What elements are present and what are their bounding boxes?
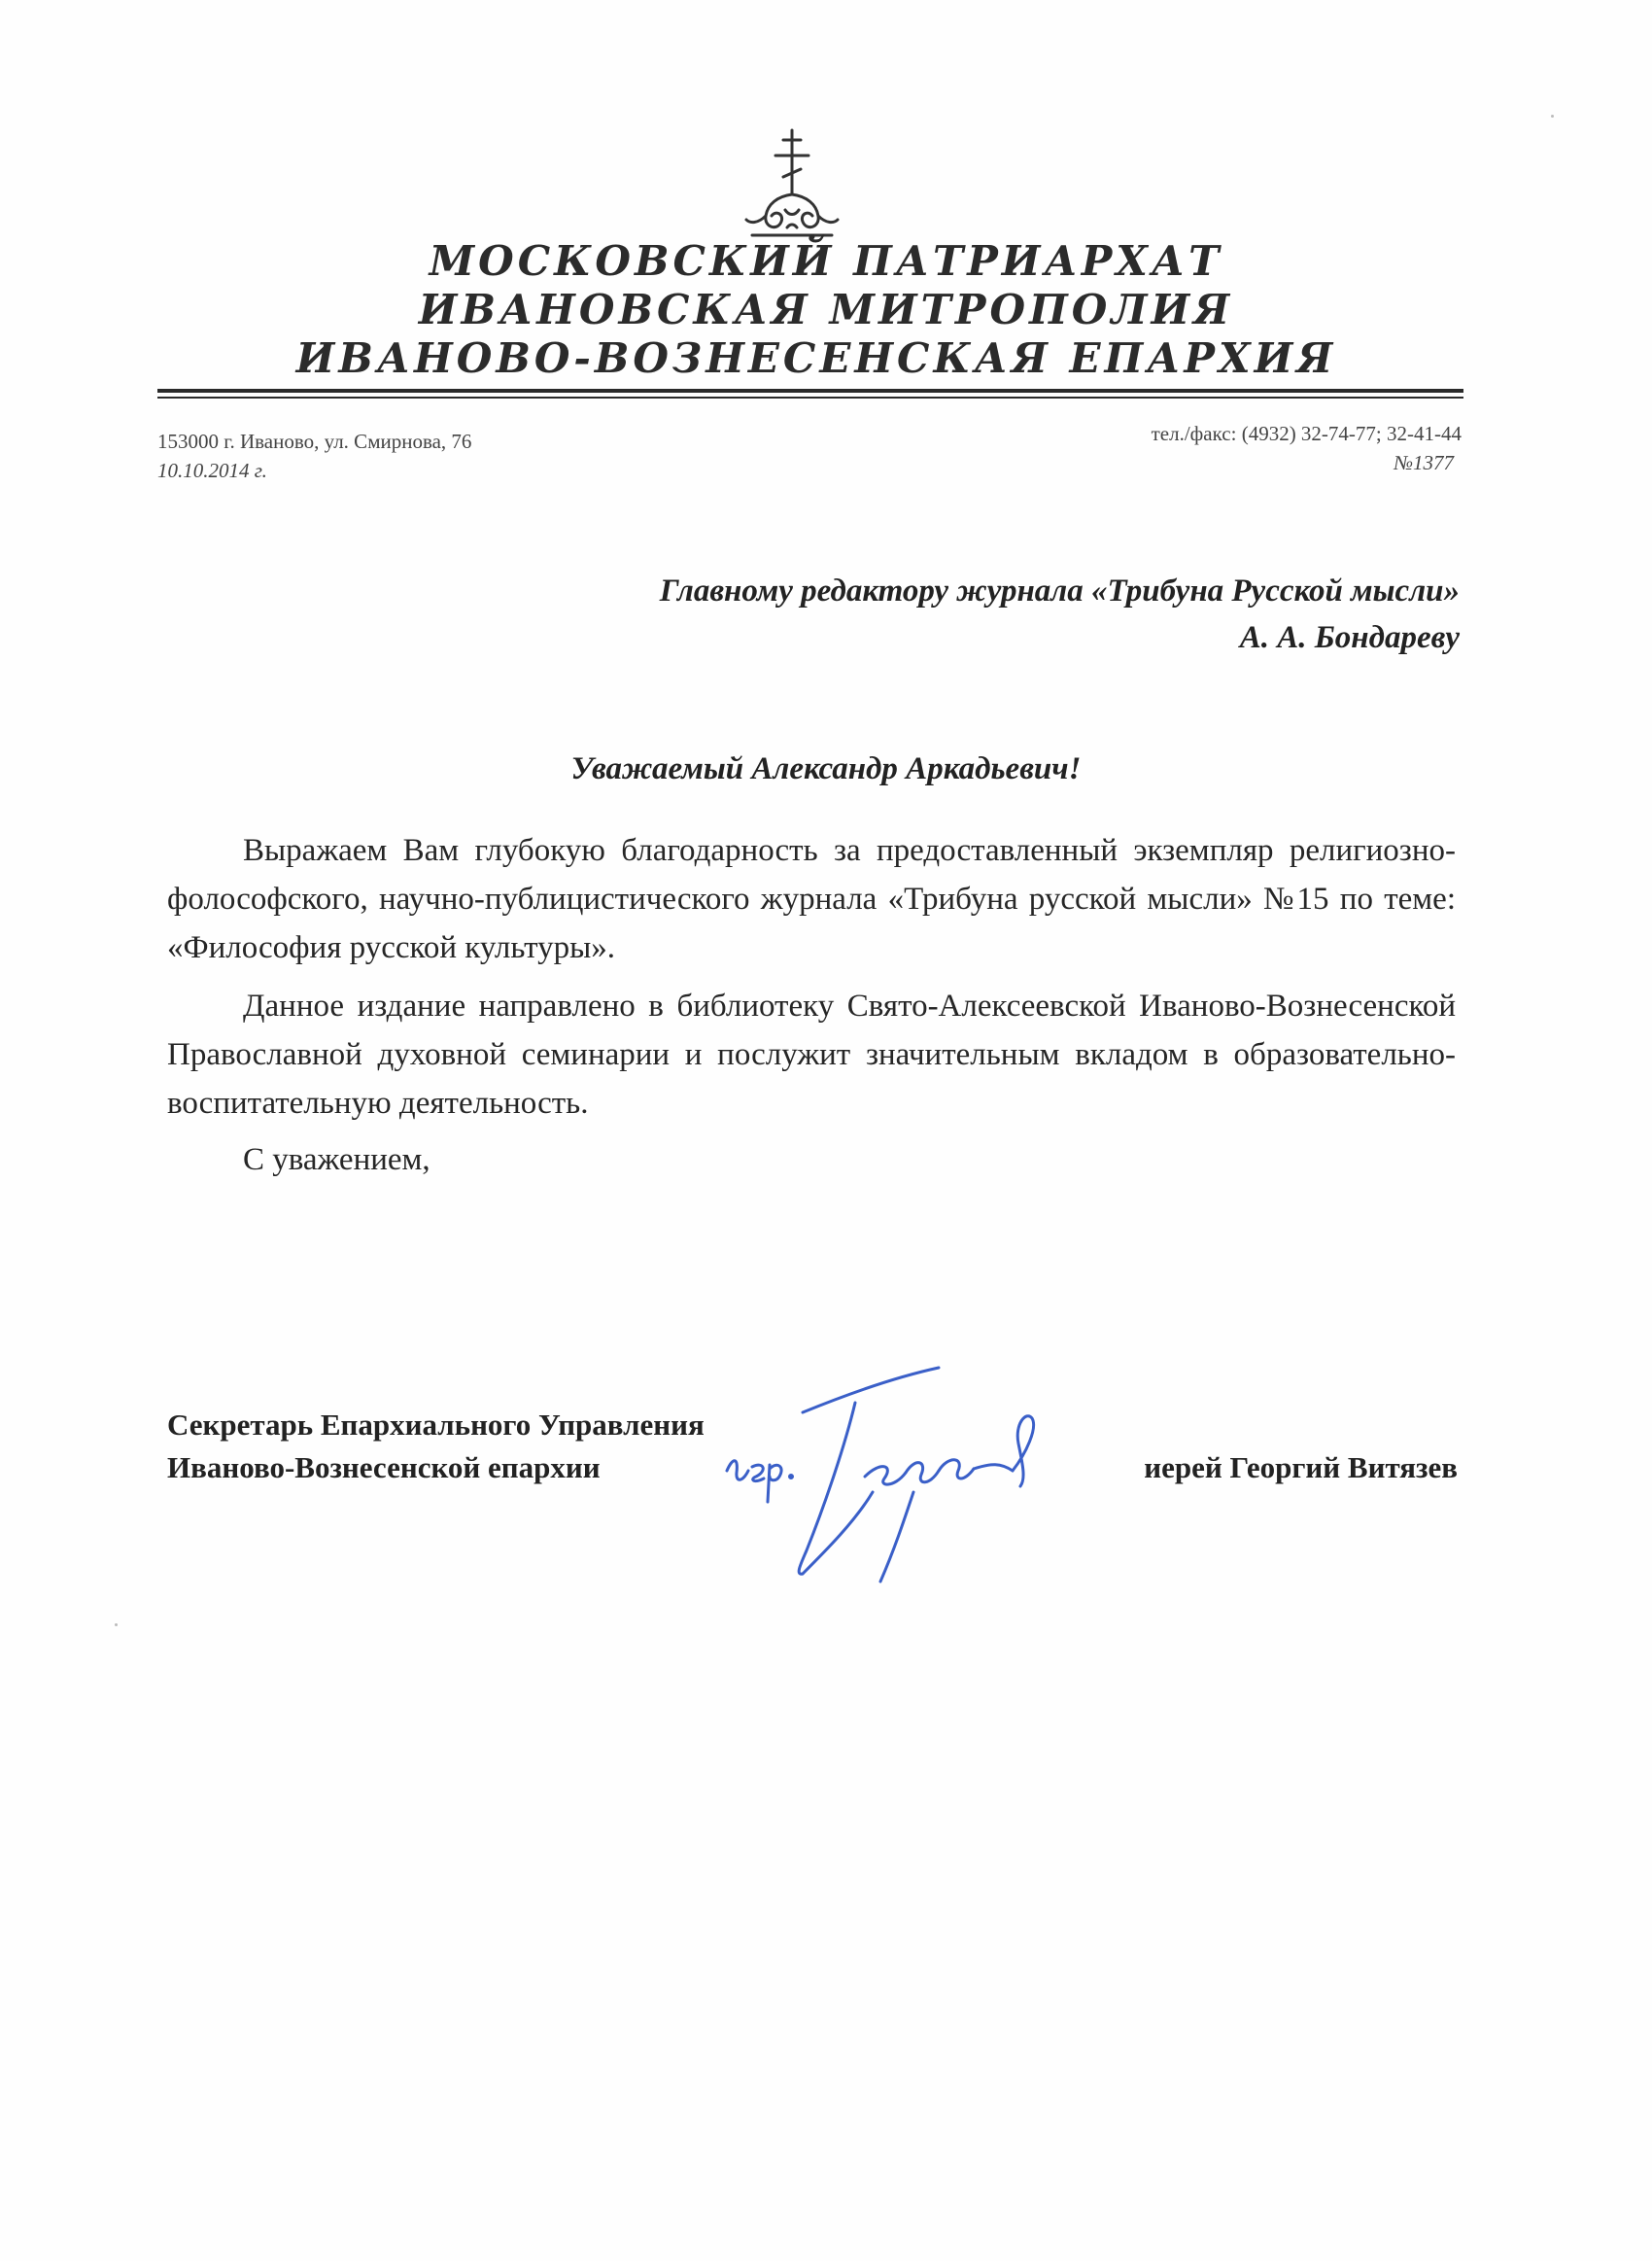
scan-speck <box>1551 115 1554 118</box>
signer-title-line-2: Иваново-Вознесенской епархии <box>167 1450 601 1484</box>
org-name-line-1: МОСКОВСКИЙ ПАТРИАРХАТ <box>429 237 1223 285</box>
body-paragraph: Выражаем Вам глубокую благодарность за предоставленный экземпляр религиозно-фолософского, научно-публицистического журнала «Трибуна русской мысли» №15 по теме: «Философия русской культуры». <box>167 833 1456 965</box>
org-name-line-3: ИВАНОВО-ВОЗНЕСЕНСКАЯ ЕПАРХИЯ <box>295 334 1337 382</box>
addressee-position: Главному редактору журнала «Трибуна Русской мысли» <box>659 574 1460 609</box>
salutation: Уважаемый Александр Аркадьевич! <box>570 751 1082 786</box>
letterhead-rule-thick <box>157 389 1463 393</box>
org-name-line-2: ИВАНОВСКАЯ МИТРОПОЛИЯ <box>418 286 1234 333</box>
closing-phrase: С уважением, <box>243 1142 430 1177</box>
scan-speck <box>115 1623 118 1626</box>
orthodox-cross-icon <box>739 126 845 243</box>
letter-body <box>167 826 1456 1215</box>
letter-number: №1377 <box>1394 451 1454 474</box>
letter-date: 10.10.2014 г. <box>157 459 267 482</box>
signer-name: иерей Георгий Витязев <box>1144 1450 1458 1484</box>
letterhead-rule-thin <box>157 397 1463 399</box>
sender-address: 153000 г. Иваново, ул. Смирнова, 76 <box>157 430 472 453</box>
addressee-name: А. А. Бондареву <box>1239 620 1460 655</box>
body-paragraph: Данное издание направлено в библиотеку Свято-Алексеевской Иваново-Вознесенской Православной духовной семинарии и послужит значительным вкладом в образовательно-воспитательную деятельность. <box>167 989 1456 1121</box>
handwritten-signature <box>709 1356 1079 1589</box>
signer-title-line-1: Секретарь Епархиального Управления <box>167 1408 705 1442</box>
sender-phone: тел./факс: (4932) 32-74-77; 32-41-44 <box>1151 422 1462 445</box>
